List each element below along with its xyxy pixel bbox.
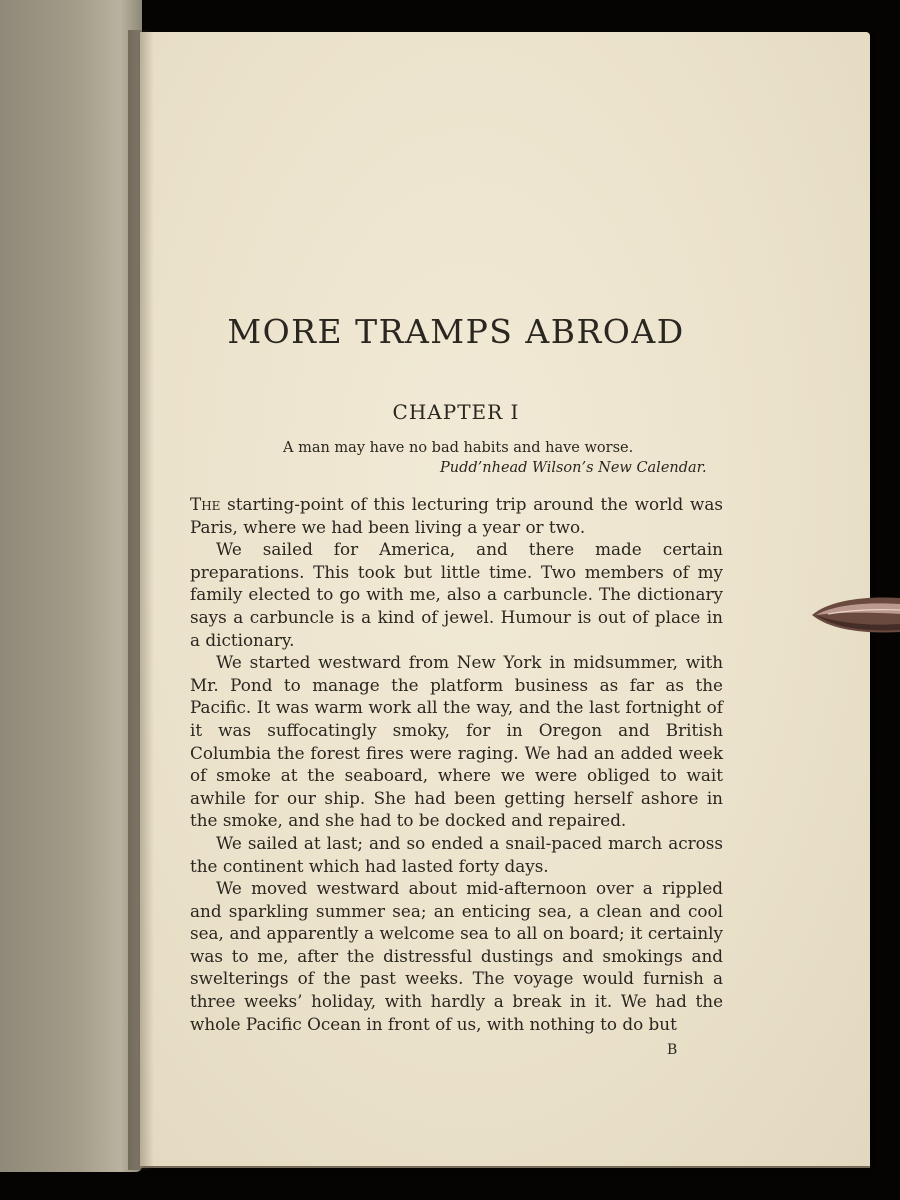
paragraph-1 [190,493,723,538]
body-text [190,493,723,1035]
paragraph-2 [190,538,723,651]
gutter-shadow [128,30,154,1170]
paragraph-lead: The [190,494,221,514]
chapter-heading: CHAPTER I [392,400,520,424]
signature-mark: B [667,1042,678,1058]
paragraph-text: We sailed for America, and there made certain preparations. This took but little time. Two members of my family elected to go with me, also a carbuncle. The dictionary says a carbuncle is a kind of jewel. Humour is out of place in a dictionary. [190,539,723,650]
paragraph-text: starting-point of this lecturing trip around the world was Paris, where we had been living a year or two. [190,494,723,537]
paragraph-text: We moved westward about mid-afternoon over a rippled and sparkling summer sea; an enticing sea, a clean and cool sea, and apparently a welcome sea to all on board; it certainly was to me, after the distressful dustings and smokings and swelterings of the past weeks. The voyage would furnish a three weeks’ holiday, with hardly a break in it. We had the whole Pacific Ocean in front of us, with nothing to do but [190,878,723,1034]
facing-page [0,0,142,1172]
paragraph-4 [190,832,723,877]
metal-bookmark-clip [810,590,900,640]
paragraph-text: We started westward from New York in midsummer, with Mr. Pond to manage the platform business as far as the Pacific. It was warm work all the way, and the last fortnight of it was suffocatingly smoky, for in Oregon and British Columbia the forest fires were raging. We had an added week of smoke at the seaboard, where we were obliged to wait awhile for our ship. She had been getting herself ashore in the smoke, and she had to be docked and repaired. [190,652,723,831]
paragraph-text: We sailed at last; and so ended a snail-paced march across the continent which had lasted forty days. [190,832,723,876]
book-title: MORE TRAMPS ABROAD [227,312,685,351]
epigraph: A man may have no bad habits and have worse. [283,440,634,456]
epigraph-attribution: Pudd’nhead Wilson’s New Calendar. [440,460,707,476]
paragraph-3 [190,651,723,832]
paragraph-5 [190,877,723,1035]
